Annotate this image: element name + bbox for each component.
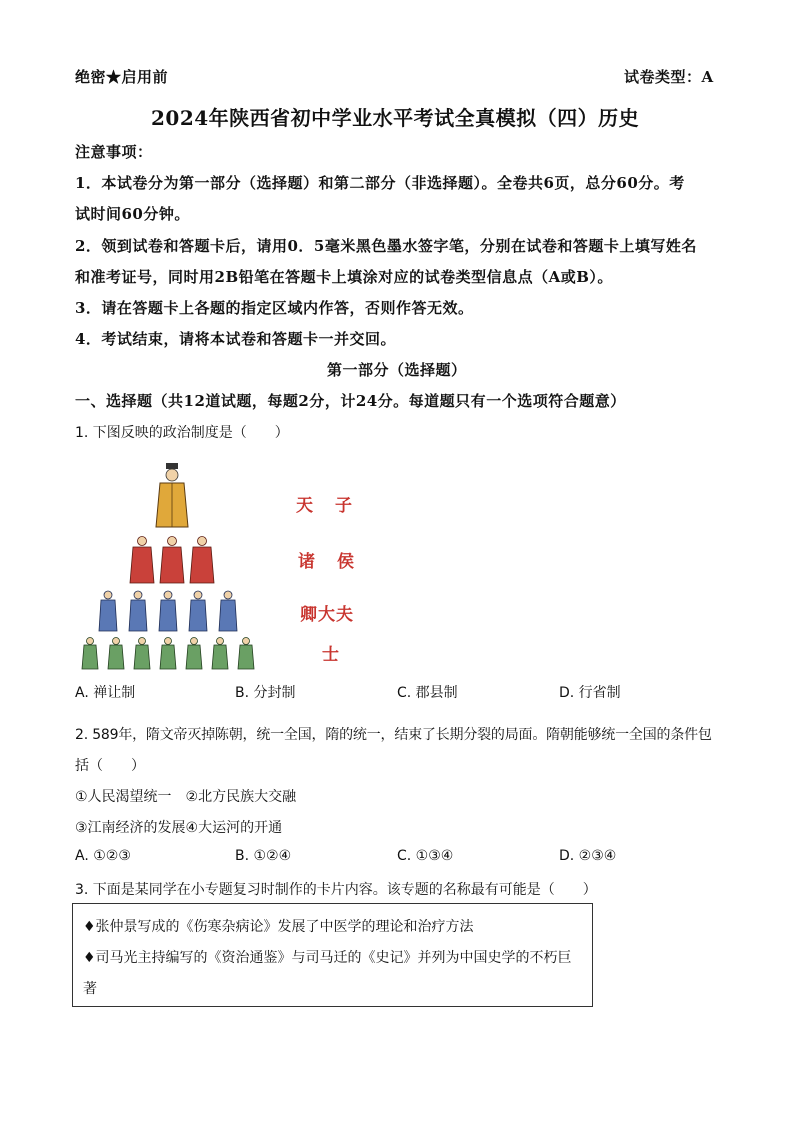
notes-heading: 注意事项： [75, 143, 153, 161]
note-1-line-1: 1．本试卷分为第一部分（选择题）和第二部分（非选择题）。全卷共6页，总分60分。考 [75, 174, 685, 192]
card-line-1: ♦张仲景写成的《伤寒杂病论》发展了中医学的理论和治疗方法 [83, 919, 474, 935]
question-1-stem: 1. 下图反映的政治制度是（ ） [75, 425, 289, 441]
note-4: 4．考试结束，请将本试卷和答题卡一并交回。 [75, 330, 396, 348]
q2-option-a[interactable]: A. ①②③ [75, 848, 131, 864]
page-title: 2024年陕西省初中学业水平考试全真模拟（四）历史 [151, 106, 640, 130]
card-line-2: ♦司马光主持编写的《资治通鉴》与司马迁的《史记》并列为中国史学的不朽巨 [83, 950, 572, 966]
q1-option-a[interactable]: A. 禅让制 [75, 685, 136, 701]
q1-option-c[interactable]: C. 郡县制 [397, 685, 458, 701]
q2-option-c[interactable]: C. ①③④ [397, 848, 454, 864]
section-heading: 一、选择题（共12道试题，每题2分，计24分。每道题只有一个选项符合题意） [75, 392, 626, 410]
note-3: 3．请在答题卡上各题的指定区域内作答，否则作答无效。 [75, 299, 474, 317]
part-1-title: 第一部分（选择题） [327, 361, 467, 379]
paper-type-label: 试卷类型：A [624, 68, 714, 86]
rank-qingdafu: 卿大夫 [300, 605, 354, 625]
rank-tianzi: 天子 [296, 496, 374, 516]
zhuhou-row [130, 537, 214, 584]
question-2-stem-line-1: 2. 589年，隋文帝灭掉陈朝，统一全国，隋的统一，结束了长期分裂的局面。隋朝能够统一全国的条件包 [75, 727, 712, 743]
q2-option-d[interactable]: D. ②③④ [559, 848, 617, 864]
question-2-items-line-1: ①人民渴望统一 ②北方民族大交融 [75, 789, 297, 805]
q1-option-b[interactable]: B. 分封制 [235, 685, 296, 701]
qingdafu-row [99, 591, 237, 631]
tianzi-figure [156, 463, 188, 527]
rank-shi: 士 [322, 645, 339, 665]
note-2-line-1: 2．领到试卷和答题卡后，请用0．5毫米黑色墨水签字笔，分别在试卷和答题卡上填写姓名 [75, 237, 697, 255]
rank-zhuhou: 诸侯 [298, 552, 376, 572]
shi-row [82, 638, 254, 670]
confidential-label: 绝密★启用前 [75, 68, 169, 86]
question-2-items-line-2: ③江南经济的发展④大运河的开通 [75, 820, 283, 836]
question-3-stem: 3. 下面是某同学在小专题复习时制作的卡片内容。该专题的名称最有可能是（ ） [75, 882, 597, 898]
hierarchy-figures [76, 455, 276, 675]
card-line-3: 著 [83, 981, 97, 997]
note-2-line-2: 和准考证号，同时用2B铅笔在答题卡上填涂对应的试卷类型信息点（A或B）。 [75, 268, 613, 286]
q1-option-d[interactable]: D. 行省制 [559, 685, 621, 701]
question-2-stem-line-2: 括（ ） [75, 758, 145, 774]
topic-card [72, 903, 593, 1007]
note-1-line-2: 试时间60分钟。 [75, 205, 190, 223]
q2-option-b[interactable]: B. ①②④ [235, 848, 292, 864]
